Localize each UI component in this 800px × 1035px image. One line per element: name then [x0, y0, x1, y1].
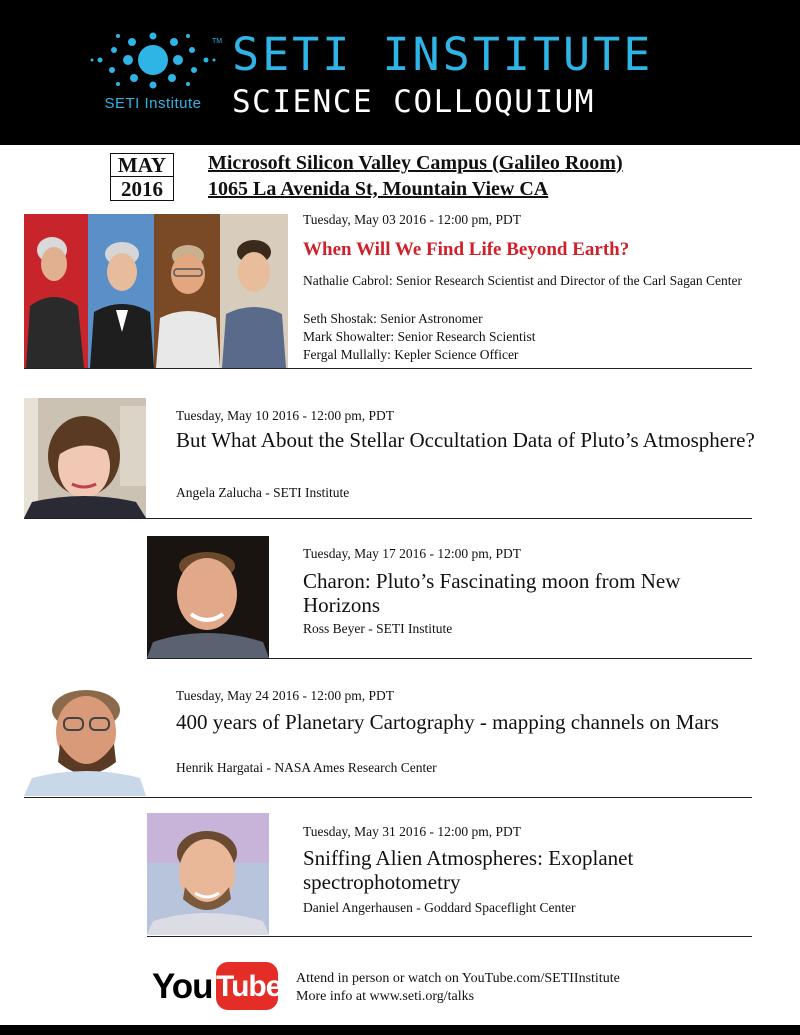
talk-2-title: But What About the Stellar Occultation Data of Pluto’s Atmosphere?	[176, 428, 755, 452]
talk-1-speaker-4: Fergal Mullally: Kepler Science Officer	[303, 347, 519, 362]
talk-4-speaker-photo	[24, 674, 146, 796]
footer-watch-text: Attend in person or watch on YouTube.com/SETIInstitute	[296, 971, 620, 986]
talk-1-title: When Will We Find Life Beyond Earth?	[303, 239, 630, 260]
year-label: 2016	[121, 177, 163, 201]
talk-4-title: 400 years of Planetary Cartography - mapping channels on Mars	[176, 710, 719, 734]
talk-4-date: Tuesday, May 24 2016 - 12:00 pm, PDT	[176, 688, 395, 703]
talk-1-speakers-photo	[24, 214, 288, 368]
talk-4-speaker: Henrik Hargatai - NASA Ames Research Center	[176, 760, 437, 775]
logo-text: SETI Institute	[104, 95, 202, 112]
talk-5-title: Sniffing Alien Atmospheres: Exoplanet spectrophotometry	[303, 846, 634, 894]
page-title: SETI INSTITUTE	[232, 28, 654, 81]
footer-bar	[0, 1025, 800, 1035]
talk-5-speaker: Daniel Angerhausen - Goddard Spaceflight Center	[303, 900, 576, 915]
talk-2-date: Tuesday, May 10 2016 - 12:00 pm, PDT	[176, 408, 395, 423]
divider-4	[24, 797, 752, 798]
divider-5	[147, 936, 752, 937]
talk-1-speaker-3: Mark Showalter: Senior Research Scientist	[303, 329, 536, 344]
talk-1-date: Tuesday, May 03 2016 - 12:00 pm, PDT	[303, 212, 522, 227]
footer-info-text: More info at www.seti.org/talks	[296, 989, 475, 1004]
youtube-logo-you: You	[152, 967, 213, 1006]
venue-name: Microsoft Silicon Valley Campus (Galileo Room)	[208, 152, 623, 174]
talk-2-speaker: Angela Zalucha - SETI Institute	[176, 485, 350, 500]
seti-logo-icon	[88, 30, 218, 92]
talk-1-speaker-2: Seth Shostak: Senior Astronomer	[303, 311, 483, 326]
talk-3-speaker: Ross Beyer - SETI Institute	[303, 621, 453, 636]
talk-1-speaker-1: Nathalie Cabrol: Senior Research Scientist and Director of the Carl Sagan Center	[303, 273, 742, 288]
talk-5-date: Tuesday, May 31 2016 - 12:00 pm, PDT	[303, 824, 522, 839]
venue-address: 1065 La Avenida St, Mountain View CA	[208, 178, 549, 200]
divider-2	[24, 518, 752, 519]
talk-5-speaker-photo	[147, 813, 269, 935]
divider-3	[147, 658, 752, 659]
trademark-mark: TM	[212, 38, 223, 45]
talk-3-date: Tuesday, May 17 2016 - 12:00 pm, PDT	[303, 546, 522, 561]
talk-3-speaker-photo	[147, 536, 269, 658]
page-subtitle: SCIENCE COLLOQUIUM	[232, 84, 595, 120]
divider-1	[24, 368, 752, 369]
month-label: MAY	[117, 153, 167, 177]
youtube-logo-tube: Tube	[216, 970, 282, 1003]
talk-2-speaker-photo	[24, 398, 146, 518]
talk-3-title: Charon: Pluto’s Fascinating moon from New Horizons	[303, 569, 681, 617]
